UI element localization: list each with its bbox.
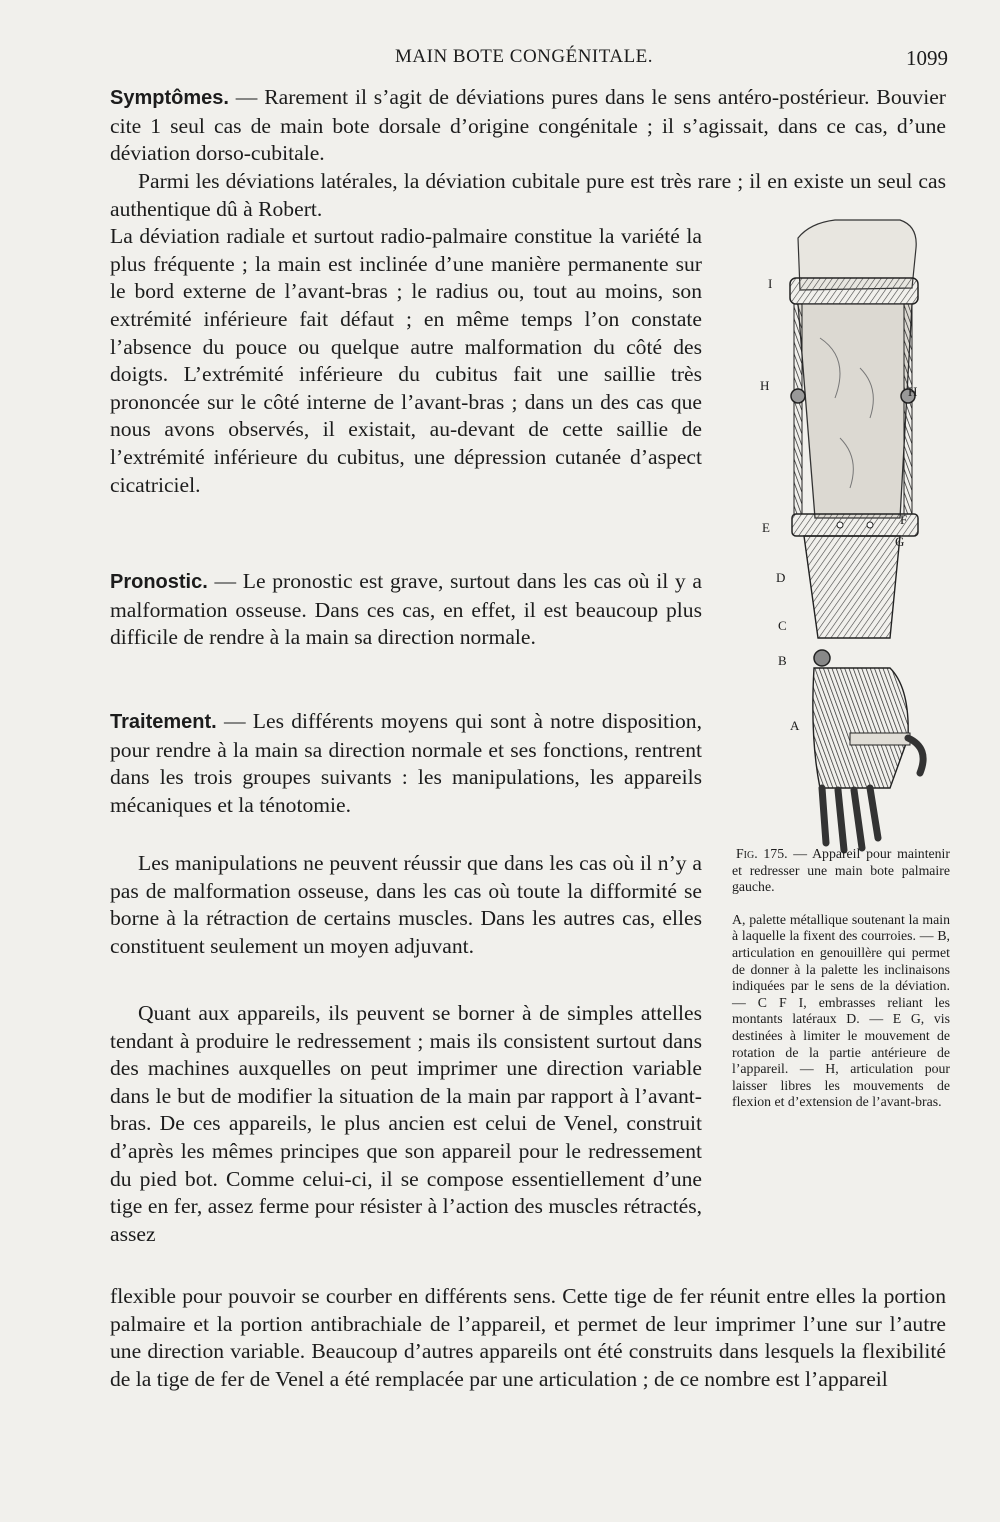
figure-label-a: A: [790, 718, 800, 733]
figure-label-g: G: [895, 534, 905, 549]
figure-label-i: I: [768, 276, 773, 291]
figure-label-f: F: [900, 512, 908, 527]
figure-label-b: B: [778, 653, 787, 668]
figure-label-c: C: [778, 618, 787, 633]
figure-label-h-left: H: [760, 378, 770, 393]
pronostic-paragraph: [110, 568, 702, 652]
caption-legend: A, palette métallique soutenant la main à laquelle la fixent des courroies. — B, articulation en genouillère qui permet de donner à la palette les inclinaisons indiquées par le sens de la déviation. — C F I, embrasses reliant les montants latéraux D. — E G, vis destinées à limiter le mouvement de rotation de la partie antérieure de l’appareil. — H, articulation pour laisser libres les mouvements de flexion et d’extension de l’avant-bras.: [732, 911, 950, 1110]
page-header: [110, 46, 950, 74]
appareils-paragraph: Quant aux appareils, ils peuvent se borner à de simples attelles tendant à produire le redressement ; mais ils consistent surtout dans des machines auxquelles on peut imprimer une direction variable dans le but de modifier la situation de la main par rapport à l’avant-bras. De ces appareils, le plus ancien est celui de Venel, construit d’après les mêmes principes que son appareil pour le redressement du pied bot. Comme celui-ci, il se compose essentiellement d’une tige en fer, assez ferme pour résister à l’action des muscles rétractés, assez: [110, 1001, 702, 1246]
figure-caption: [732, 846, 950, 1111]
figure-label-e: E: [762, 520, 770, 535]
deviations-text-full: Parmi les déviations latérales, la déviation cubitale pure est très rare ; il en existe un seul cas authentique dû à Robert.: [110, 169, 946, 221]
symptomes-heading: Symptômes.: [110, 87, 229, 109]
pronostic-text: — Le pronostic est grave, surtout dans les cas où il y a malformation osseuse. Dans ces cas, en effet, il est beaucoup plus difficile de rendre à la main sa direction normale.: [110, 569, 702, 650]
running-title: MAIN BOTE CONGÉNITALE.: [395, 46, 654, 67]
symptomes-text: — Rarement il s’agit de déviations pures dans le sens antéro-postérieur. Bouvier cite 1 seul cas de main bote dorsale d’origine congénitale ; il s’agissait, dans ce cas, d’une déviation dorso-cubitale.: [110, 85, 946, 166]
caption-title: [732, 846, 950, 896]
deviations-paragraph: [110, 168, 946, 499]
traitement-paragraph: [110, 708, 702, 819]
symptomes-paragraph: [110, 84, 946, 168]
forearm-brace-illustration: [740, 218, 955, 858]
manipulations-paragraph: Les manipulations ne peuvent réussir que dans les cas où il n’y a pas de malformation osseuse, dans les cas où toute la difformité se borne à la rétraction de certains muscles. Dans les autres cas, elles constituent seulement un moyen adjuvant.: [110, 851, 702, 958]
traitement-heading: Traitement.: [110, 711, 217, 733]
pronostic-heading: Pronostic.: [110, 571, 208, 593]
appareils-paragraph-continued: flexible pour pouvoir se courber en différents sens. Cette tige de fer réunit entre elles la portion palmaire et la portion antibrachiale de l’appareil, et permet de leur imprimer l’une sur l’autre une direction variable. Beaucoup d’autres appareils ont été construits dans lesquels la flexibilité de la tige de fer de Venel a été remplacée par une articulation ; de ce nombre est l’appareil: [110, 1284, 946, 1391]
caption-figure-number: Fig. 175.: [736, 846, 788, 861]
figure-forearm-brace: [740, 218, 955, 858]
figure-label-h-right: H: [908, 384, 918, 399]
traitement-text: — Les différents moyens qui sont à notre disposition, pour rendre à la main sa direction normale et ses fonctions, rentrent dans les trois groupes suivants : les manipulations, les appareils mécaniques et la ténotomie.: [110, 709, 702, 817]
caption-title-text: — Appareil pour maintenir et redresser une main bote palmaire gauche.: [732, 846, 950, 895]
deviations-text-rest: La déviation radiale et surtout radio-palmaire constitue la variété la plus fréquente ; la main est inclinée d’une manière permanente sur le bord externe de l’avant-bras ; le radius ou, tout au moins, son extrémité inférieure fait défaut ; en même temps l’on constate l’absence du pouce ou quelque autre malformation du côté des doigts. L’extrémité inférieure du cubitus fait une saillie très prononcée sur le côté interne de l’avant-bras ; dans un des cas que nous avons observés, il existait, au-devant de cette saillie de l’extrémité inférieure du cubitus, une dépression cutanée d’aspect cicatriciel.: [110, 224, 702, 497]
page-number: 1099: [906, 46, 948, 70]
figure-label-d: D: [776, 570, 786, 585]
